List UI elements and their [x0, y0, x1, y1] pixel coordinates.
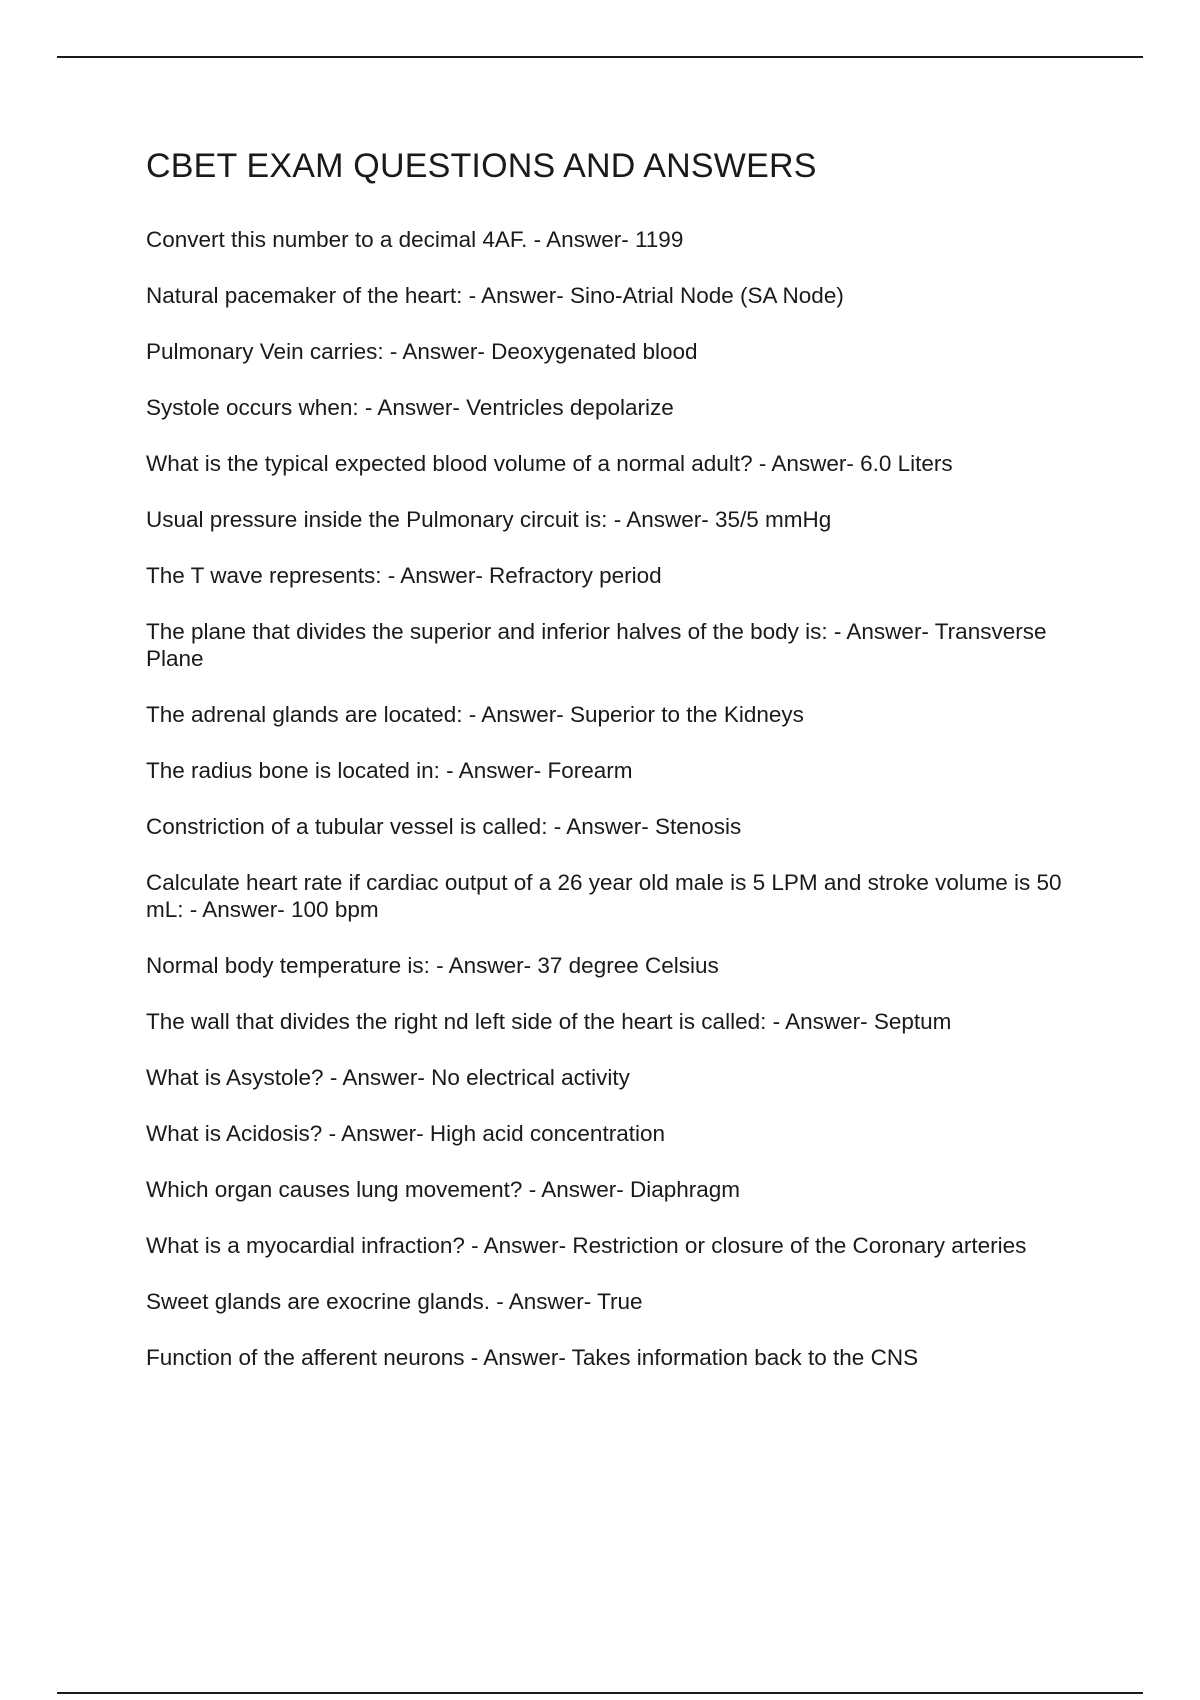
qa-item: Constriction of a tubular vessel is called: - Answer- Stenosis [146, 814, 742, 839]
qa-item: Function of the afferent neurons - Answer- Takes information back to the CNS [146, 1345, 919, 1370]
document-body [146, 140, 1086, 1400]
qa-item: What is a myocardial infraction? - Answer- Restriction or closure of the Coronary arteries [146, 1233, 1027, 1258]
qa-list [146, 226, 1086, 1371]
qa-item: Normal body temperature is: - Answer- 37 degree Celsius [146, 953, 719, 978]
top-rule [57, 56, 1143, 58]
qa-item: Sweet glands are exocrine glands. - Answer- True [146, 1289, 643, 1314]
qa-item: What is the typical expected blood volume of a normal adult? - Answer- 6.0 Liters [146, 451, 953, 476]
qa-item: Natural pacemaker of the heart: - Answer- Sino-Atrial Node (SA Node) [146, 283, 844, 308]
qa-item: What is Acidosis? - Answer- High acid concentration [146, 1121, 665, 1146]
bottom-rule [57, 1692, 1143, 1694]
qa-item: The wall that divides the right nd left side of the heart is called: - Answer- Septum [146, 1009, 952, 1034]
qa-item: The radius bone is located in: - Answer- Forearm [146, 758, 633, 783]
qa-item: Which organ causes lung movement? - Answer- Diaphragm [146, 1177, 741, 1202]
qa-item: Pulmonary Vein carries: - Answer- Deoxygenated blood [146, 339, 698, 364]
qa-item: The adrenal glands are located: - Answer- Superior to the Kidneys [146, 702, 804, 727]
qa-item: Systole occurs when: - Answer- Ventricles depolarize [146, 395, 674, 420]
document-title: CBET EXAM QUESTIONS AND ANSWERS [146, 147, 817, 185]
qa-item: What is Asystole? - Answer- No electrical activity [146, 1065, 630, 1090]
qa-item: Usual pressure inside the Pulmonary circuit is: - Answer- 35/5 mmHg [146, 507, 832, 532]
qa-item: The plane that divides the superior and inferior halves of the body is: - Answer- Transverse Plane [146, 619, 1047, 671]
qa-item: Convert this number to a decimal 4AF. - Answer- 1199 [146, 227, 684, 252]
qa-item: The T wave represents: - Answer- Refractory period [146, 563, 662, 588]
qa-item: Calculate heart rate if cardiac output of a 26 year old male is 5 LPM and stroke volume is 50 mL: - Answer- 100 bpm [146, 870, 1062, 922]
